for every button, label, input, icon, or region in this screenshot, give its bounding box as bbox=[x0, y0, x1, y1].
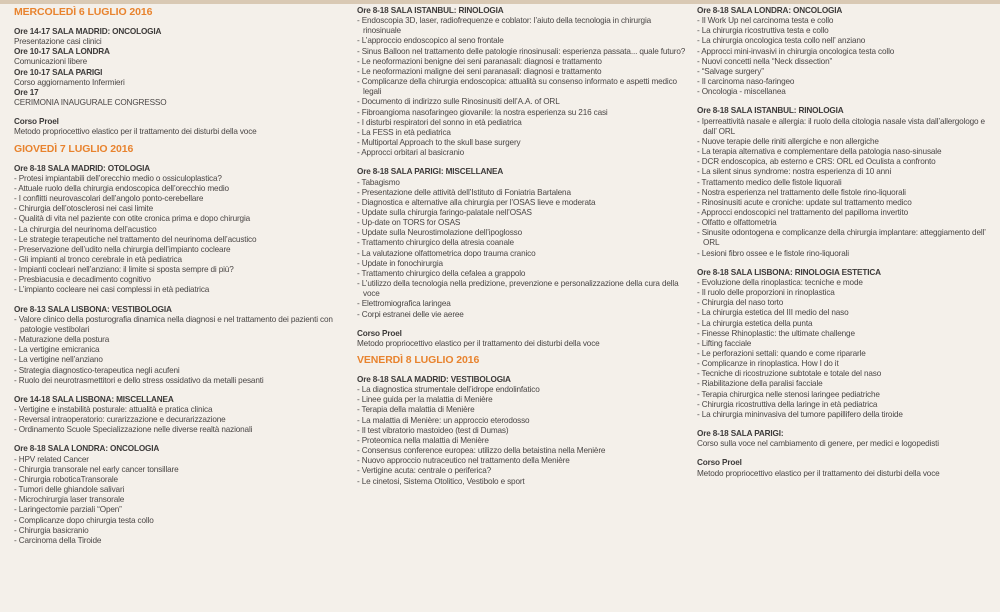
topic-item: - La silent sinus syndrome: nostra esperienza di 10 anni bbox=[697, 167, 892, 177]
topic-item: - Nostra esperienza nel trattamento delle fistole rino-liquorali bbox=[697, 187, 906, 197]
topic-item: - Complicanze dopo chirurgia testa collo bbox=[14, 515, 154, 525]
topic-item: - Finesse Rhinoplastic: the ultimate challenge bbox=[697, 328, 855, 338]
topic-item: - “Salvage surgery” bbox=[697, 66, 764, 76]
topic-item: - Fibroangioma nasofaringeo giovanile: la nostra esperienza su 216 casi bbox=[357, 107, 608, 117]
session-topic-list bbox=[697, 16, 992, 97]
topic-item: - Qualità di vita nel paziente con otite cronica prima e dopo chirurgia bbox=[14, 214, 251, 224]
topic-item: - La chirurgia del neurinoma dell’acustico bbox=[14, 224, 157, 234]
program-column-3 bbox=[697, 6, 992, 479]
topic-item: - Update sulla chirurgia faringo-palatale nell’OSAS bbox=[357, 207, 532, 217]
topic-item: - Approcci orbitari al basicranio bbox=[357, 148, 464, 158]
topic-item: - Tecniche di ricostruzione subtotale e totale del naso bbox=[697, 369, 882, 379]
topic-item: - Preservazione dell’udito nella chirurgia dell’impianto cocleare bbox=[14, 244, 231, 254]
topic-item: - La malattia di Menière: un approccio eterodosso bbox=[357, 415, 530, 425]
session-title: Ore 8-18 SALA LONDRA: ONCOLOGIA bbox=[697, 6, 843, 15]
topic-item: - L’utilizzo della tecnologia nella predizione, prevenzione e personalizzazione della cura della voce bbox=[357, 279, 679, 299]
topic-item: - La diagnostica strumentale dell’idrope endolinfatico bbox=[357, 385, 540, 395]
topic-item: - La terapia alternativa e complementare della patologia naso-sinusale bbox=[697, 147, 942, 157]
session-text: Comunicazioni libere bbox=[14, 57, 87, 67]
topic-item: - I disturbi respiratori del sonno in età pediatrica bbox=[357, 117, 522, 127]
topic-item: - HPV related Cancer bbox=[14, 454, 89, 464]
topic-item: - Trattamento chirurgico della cefalea a grappolo bbox=[357, 268, 526, 278]
session-title: Ore 8-13 SALA LISBONA: VESTIBOLOGIA bbox=[14, 304, 172, 314]
session-text: Presentazione casi clinici bbox=[14, 37, 102, 47]
topic-item: - Le neoformazioni maligne dei seni paranasali: diagnosi e trattamento bbox=[357, 66, 602, 76]
topic-item: - Lesioni fibro ossee e le fistole rino-liquorali bbox=[697, 248, 849, 258]
session-title: Ore 8-18 SALA ISTANBUL: RINOLOGIA bbox=[357, 6, 504, 15]
session-title: Ore 17 bbox=[14, 87, 39, 97]
topic-item: - Valore clinico della posturografia dinamica nella diagnosi e nel trattamento dei pazienti con patologie vestibolari bbox=[14, 314, 333, 334]
session-topic-list bbox=[14, 315, 344, 386]
topic-item: - I conflitti neurovascolari dell’angolo ponto-cerebellare bbox=[14, 194, 204, 204]
topic-item: - Ruolo dei neurotrasmettitori e dello stress ossidativo da metalli pesanti bbox=[14, 375, 264, 385]
topic-item: - Chirurgia dell’otosclerosi nei casi limite bbox=[14, 204, 154, 214]
topic-item: - Complicanze della chirurgia endoscopica: attualità su consenso informato e aspetti medico legali bbox=[357, 77, 677, 97]
topic-item: - L’impianto cocleare nei casi complessi in età pediatrica bbox=[14, 285, 210, 295]
topic-item: - La valutazione olfattometrica dopo trauma cranico bbox=[357, 248, 536, 258]
topic-item: - Nuove terapie delle riniti allergiche e non allergiche bbox=[697, 136, 879, 146]
day-heading-friday: VENERDÌ 8 LUGLIO 2016 bbox=[357, 354, 480, 366]
session-title: Ore 8-18 SALA ISTANBUL: RINOLOGIA bbox=[697, 106, 844, 116]
session-title: Ore 8-18 SALA PARIGI: MISCELLANEA bbox=[357, 167, 504, 177]
topic-item: - Strategia diagnostico-terapeutica negli acufeni bbox=[14, 365, 180, 375]
topic-item: - Up-date on TORS for OSAS bbox=[357, 218, 461, 228]
topic-item: - Oncologia - miscellanea bbox=[697, 87, 786, 97]
topic-item: - Terapia della malattia di Menière bbox=[357, 405, 475, 415]
topic-item: - L’approccio endoscopico al seno frontale bbox=[357, 36, 504, 46]
topic-item: - Endoscopia 3D, laser, radiofrequenze e coblator: l’aiuto della tecnologia in chirurgia rinosinuale bbox=[357, 16, 652, 36]
topic-item: - Carcinoma della Tiroide bbox=[14, 535, 102, 545]
topic-item: - Presentazione delle attività dell’Istituto di Foniatria Bartalena bbox=[357, 187, 571, 197]
topic-item: - La vertigine emicranica bbox=[14, 345, 100, 355]
session-text: Metodo propriocettivo elastico per il trattamento dei disturbi della voce bbox=[14, 127, 257, 137]
topic-item: - Chirurgia del naso torto bbox=[697, 298, 784, 308]
topic-item: - Chirurgia roboticaTransorale bbox=[14, 474, 118, 484]
session-text: Metodo propriocettivo elastico per il trattamento dei disturbi della voce bbox=[697, 468, 940, 478]
topic-item: - Rinosinusiti acute e croniche: update sul trattamento medico bbox=[697, 197, 912, 207]
topic-item: - Complicanze in rinoplastica. How I do it bbox=[697, 359, 839, 369]
topic-item: - Documento di indirizzo sulle Rinosinusiti dell’A.A. of ORL bbox=[357, 97, 560, 107]
topic-item: - La chirurgia estetica del III medio del naso bbox=[697, 308, 849, 318]
topic-item: - Il Work Up nel carcinoma testa e collo bbox=[697, 16, 834, 26]
session-title: Ore 8-18 SALA PARIGI: bbox=[697, 429, 784, 439]
topic-item: - Microchirurgia laser transorale bbox=[14, 495, 125, 505]
program-column-1 bbox=[14, 6, 344, 546]
session-topic-list bbox=[697, 278, 992, 420]
topic-item: - Terapia chirurgica nelle stenosi laringee pediatriche bbox=[697, 389, 880, 399]
topic-item: - Update sulla Neurostimolazione dell’ipoglosso bbox=[357, 228, 522, 238]
session-topic-list bbox=[14, 405, 344, 435]
session-text: Corso sulla voce nel cambiamento di genere, per medici e logopedisti bbox=[697, 439, 939, 449]
topic-item: - Corpi estranei delle vie aeree bbox=[357, 309, 464, 319]
topic-item: - Impianti cocleari nell’anziano: il limite si sposta sempre di più? bbox=[14, 265, 234, 275]
topic-item: - Nuovi concetti nella “Neck dissection” bbox=[697, 56, 833, 66]
day-heading-wednesday: MERCOLEDÌ 6 LUGLIO 2016 bbox=[14, 6, 153, 18]
topic-item: - Protesi impiantabili dell’orecchio medio o ossiculoplastica? bbox=[14, 173, 222, 183]
session-topic-list bbox=[697, 117, 992, 259]
topic-item: - Le cinetosi, Sistema Otolitico, Vestibolo e sport bbox=[357, 476, 525, 486]
topic-item: - Trattamento medico delle fistole liquorali bbox=[697, 177, 842, 187]
topic-item: - Proteomica nella malattia di Menière bbox=[357, 435, 489, 445]
topic-item: - Gli impianti al tronco cerebrale in età pediatrica bbox=[14, 254, 182, 264]
topic-item: - Linee guida per la malattia di Menière bbox=[357, 395, 493, 405]
topic-item: - Le strategie terapeutiche nel trattamento del neurinoma dell’acustico bbox=[14, 234, 257, 244]
program-column-2 bbox=[357, 6, 687, 487]
topic-item: - DCR endoscopica, ab esterno e CRS: ORL ed Oculista a confronto bbox=[697, 157, 936, 167]
topic-item: - La chirurgia mininvasiva del tumore papillifero della tiroide bbox=[697, 409, 903, 419]
session-title: Ore 10-17 SALA LONDRA bbox=[14, 47, 110, 57]
topic-item: - Multiportal Approach to the skull base surgery bbox=[357, 138, 521, 148]
session-title: Ore 14-18 SALA LISBONA: MISCELLANEA bbox=[14, 394, 174, 404]
topic-item: - Riabilitazione della paralisi facciale bbox=[697, 379, 823, 389]
topic-item: - Tumori delle ghiandole salivari bbox=[14, 485, 125, 495]
topic-item: - Diagnostica e alternative alla chirurgia per l’OSAS lieve e moderata bbox=[357, 197, 596, 207]
topic-item: - Chirurgia transorale nel early cancer tonsillare bbox=[14, 464, 179, 474]
topic-item: - Il ruolo delle proporzioni in rinoplastica bbox=[697, 288, 835, 298]
session-title: Ore 8-18 SALA MADRID: VESTIBOLOGIA bbox=[357, 375, 511, 384]
session-text: Corso aggiornamento Infermieri bbox=[14, 77, 125, 87]
session-text: Metodo propriocettivo elastico per il trattamento dei disturbi della voce bbox=[357, 338, 600, 348]
topic-item: - Evoluzione della rinoplastica: tecniche e mode bbox=[697, 277, 863, 287]
topic-item: - Nuovo approccio nutraceutico nel trattamento della Menière bbox=[357, 456, 570, 466]
topic-item: - Approcci mini-invasivi in chirurgia oncologica testa collo bbox=[697, 46, 895, 56]
topic-item: - Approcci endoscopici nel trattamento del papilloma invertito bbox=[697, 207, 908, 217]
topic-item: - Sinus Balloon nel trattamento delle patologie rinosinusali: esperienza passata... quale futuro? bbox=[357, 46, 686, 56]
topic-item: - La FESS in età pediatrica bbox=[357, 127, 451, 137]
topic-item: - Attuale ruolo della chirurgia endoscopica dell’orecchio medio bbox=[14, 183, 229, 193]
session-text: CERIMONIA INAUGURALE CONGRESSO bbox=[14, 98, 167, 108]
topic-item: - Il carcinoma naso-faringeo bbox=[697, 77, 795, 87]
topic-item: - Sinusite odontogena e complicanze della chirurgia implantare: atteggiamento dell’ ORL bbox=[697, 228, 986, 248]
topic-item: - Lifting facciale bbox=[697, 338, 752, 348]
topic-item: - Update in fonochirurgia bbox=[357, 258, 443, 268]
session-title: Corso Proel bbox=[697, 458, 742, 468]
topic-item: - Trattamento chirurgico della atresia coanale bbox=[357, 238, 514, 248]
session-title: Ore 8-18 SALA MADRID: OTOLOGIA bbox=[14, 163, 151, 173]
topic-item: - Reversal intraoperatorio: curarizzazione e decurarizzazione bbox=[14, 415, 226, 425]
day-heading-thursday: GIOVEDÌ 7 LUGLIO 2016 bbox=[14, 142, 134, 155]
session-topic-list bbox=[357, 178, 687, 320]
topic-item: - La chirurgia estetica della punta bbox=[697, 318, 813, 328]
session-topic-list bbox=[14, 174, 344, 296]
topic-item: - Laringectomie parziali “Open” bbox=[14, 505, 122, 515]
topic-item: - Il test vibratorio mastoideo (test di Dumas) bbox=[357, 425, 509, 435]
session-title: Ore 8-18 SALA LONDRA: ONCOLOGIA bbox=[14, 444, 160, 454]
session-title: Ore 10-17 SALA PARIGI bbox=[14, 67, 103, 77]
session-title: Corso Proel bbox=[14, 117, 59, 127]
topic-item: - La chirurgia oncologica testa collo nell’ anziano bbox=[697, 36, 866, 46]
topic-item: - La vertigine nell’anziano bbox=[14, 355, 103, 365]
session-topic-list bbox=[357, 385, 687, 487]
topic-item: - Olfatto e olfattometria bbox=[697, 218, 777, 228]
session-topic-list bbox=[14, 455, 344, 546]
topic-item: - Le neoformazioni benigne dei seni paranasali: diagnosi e trattamento bbox=[357, 56, 602, 66]
topic-item: - Elettromiografica laringea bbox=[357, 299, 451, 309]
topic-item: - Iperreattività nasale e allergia: il ruolo della citologia nasale vista dall’allergologo e dall’ ORL bbox=[697, 116, 985, 136]
topic-item: - Vertigine e instabilità posturale: attualità e pratica clinica bbox=[14, 405, 213, 414]
session-topic-list bbox=[357, 16, 687, 158]
topic-item: - Consensus conference europea: utilizzo della betaistina nella Menière bbox=[357, 446, 606, 456]
topic-item: - Presbiacusia e decadimento cognitivo bbox=[14, 275, 151, 285]
top-decorative-band bbox=[0, 0, 1000, 4]
session-title: Ore 14-17 SALA MADRID: ONCOLOGIA bbox=[14, 27, 162, 36]
topic-item: - Vertigine acuta: centrale o periferica? bbox=[357, 466, 492, 476]
topic-item: - Le perforazioni settali: quando e come ripararle bbox=[697, 349, 866, 358]
topic-item: - Chirurgia basicranio bbox=[14, 525, 89, 535]
session-title: Corso Proel bbox=[357, 328, 402, 338]
topic-item: - Ordinamento Scuole Specializzazione nelle diverse realtà nazionali bbox=[14, 425, 253, 435]
session-title: Ore 8-18 SALA LISBONA: RINOLOGIA ESTETICA bbox=[697, 267, 881, 277]
topic-item: - Chirurgia ricostruttiva della laringe in età pediatrica bbox=[697, 399, 878, 409]
topic-item: - La chirurgia ricostruttiva testa e collo bbox=[697, 26, 829, 36]
topic-item: - Tabagismo bbox=[357, 177, 400, 187]
topic-item: - Maturazione della postura bbox=[14, 335, 110, 345]
